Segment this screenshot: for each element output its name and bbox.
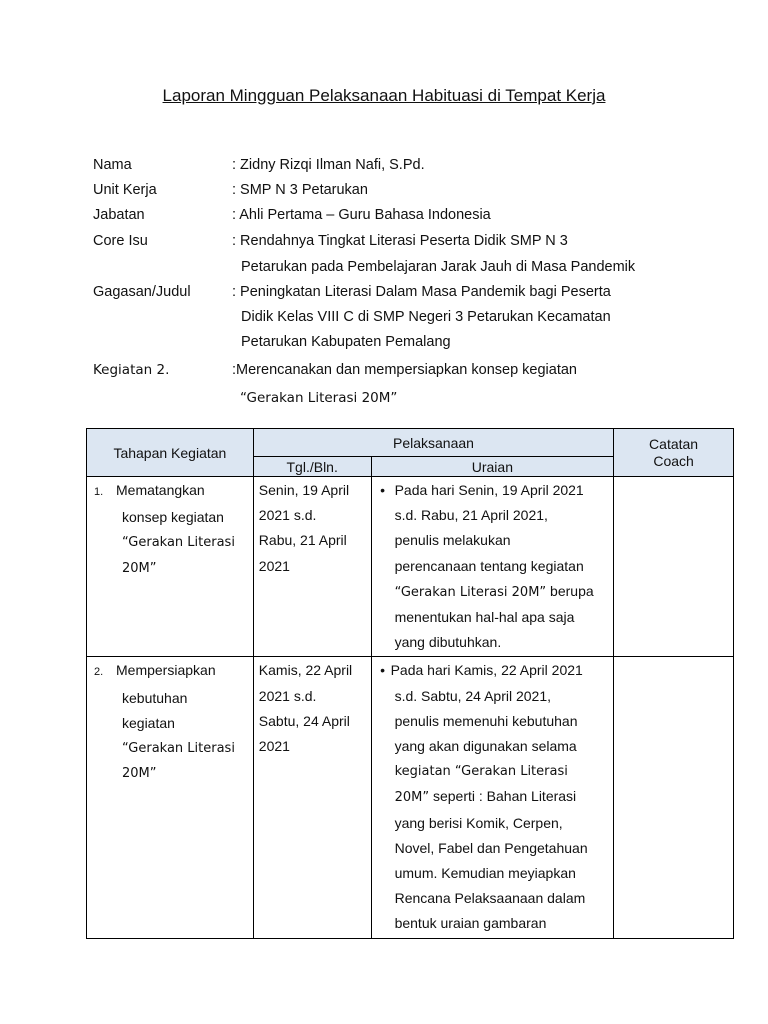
tahapan-line: 20M” bbox=[122, 766, 157, 782]
uraian-line: Pada hari Senin, 19 April 2021 bbox=[394, 482, 584, 498]
unit-kerja-value: : SMP N 3 Petarukan bbox=[232, 182, 368, 198]
tgl-line: 2021 bbox=[258, 738, 290, 755]
tgl-cell bbox=[253, 657, 371, 938]
uraian-line: Pada hari Kamis, 22 April 2021 bbox=[390, 662, 583, 679]
gagasan-value-2: Didik Kelas VIII C di SMP Negeri 3 Petarukan Kecamatan bbox=[241, 309, 611, 325]
tahapan-line: kebutuhan bbox=[122, 689, 188, 706]
uraian-line: penulis memenuhi kebutuhan bbox=[394, 712, 578, 729]
nama-value: : Zidny Rizqi Ilman Nafi, S.Pd. bbox=[232, 157, 425, 173]
uraian-line: berupa bbox=[546, 582, 594, 599]
gagasan-value-1: : Peningkatan Literasi Dalam Masa Pandemik bagi Peserta bbox=[232, 284, 611, 300]
tgl-line: Kamis, 22 April bbox=[258, 662, 353, 679]
gagasan-label: Gagasan/Judul bbox=[93, 284, 191, 300]
header-tahapan: Tahapan Kegiatan bbox=[87, 429, 254, 477]
uraian-line: yang akan digunakan selama bbox=[394, 738, 577, 755]
header-catatan bbox=[614, 429, 734, 477]
tgl-line: 2021 s.d. bbox=[258, 687, 317, 704]
core-isu-label: Core Isu bbox=[93, 233, 148, 249]
catatan-cell bbox=[614, 477, 734, 657]
uraian-line: “Gerakan Literasi 20M” bbox=[394, 584, 547, 600]
activity-table bbox=[86, 428, 734, 939]
uraian-line: kegiatan “Gerakan Literasi bbox=[394, 764, 568, 780]
uraian-line: bentuk uraian gambaran bbox=[394, 915, 547, 932]
tahapan-line: “Gerakan Literasi bbox=[122, 741, 235, 757]
header-uraian: Uraian bbox=[371, 457, 614, 477]
uraian-line: Novel, Fabel dan Pengetahuan bbox=[394, 839, 588, 856]
kegiatan-label: Kegiatan 2. bbox=[93, 362, 170, 378]
uraian-line: yang berisi Komik, Cerpen, bbox=[394, 814, 563, 831]
tahapan-cell bbox=[87, 477, 254, 657]
nama-label: Nama bbox=[93, 157, 132, 173]
header-pelaksanaan: Pelaksanaan bbox=[253, 429, 613, 457]
row-number: 1. bbox=[94, 486, 104, 498]
tgl-line: Senin, 19 April bbox=[258, 482, 350, 498]
tahapan-line: kegiatan bbox=[122, 714, 175, 731]
tahapan-line: Mematangkan bbox=[116, 482, 205, 498]
row-number: 2. bbox=[94, 666, 104, 679]
uraian-line: s.d. Sabtu, 24 April 2021, bbox=[394, 687, 552, 704]
tgl-line: Sabtu, 24 April bbox=[258, 712, 350, 729]
uraian-line: seperti : Bahan Literasi bbox=[429, 788, 577, 805]
catatan-cell bbox=[614, 657, 734, 938]
header-catatan-text: Catatan Coach bbox=[649, 435, 699, 469]
uraian-line: Rencana Pelaksaanaan dalam bbox=[394, 890, 586, 907]
uraian-line: 20M” bbox=[394, 790, 430, 806]
tgl-line: Rabu, 21 April bbox=[258, 532, 347, 549]
tahapan-line: Mempersiapkan bbox=[116, 662, 216, 679]
bullet: • bbox=[380, 482, 386, 498]
tgl-line: 2021 s.d. bbox=[258, 507, 317, 524]
uraian-cell bbox=[371, 477, 614, 657]
uraian-cell bbox=[371, 657, 614, 938]
table-row bbox=[87, 477, 734, 657]
tgl-cell bbox=[253, 477, 371, 657]
kegiatan-colon: : bbox=[232, 362, 237, 378]
uraian-line: menentukan hal-hal apa saja bbox=[394, 609, 575, 626]
header-tgl: Tgl./Bln. bbox=[253, 457, 371, 477]
unit-kerja-label: Unit Kerja bbox=[93, 182, 157, 198]
tgl-line: 2021 bbox=[258, 557, 290, 574]
tahapan-cell bbox=[87, 657, 254, 938]
jabatan-value: : Ahli Pertama – Guru Bahasa Indonesia bbox=[232, 207, 491, 223]
gagasan-value-3: Petarukan Kabupaten Pemalang bbox=[241, 334, 451, 350]
table-row bbox=[87, 657, 734, 938]
page-title: Laporan Mingguan Pelaksanaan Habituasi di Tempat Kerja bbox=[162, 86, 606, 105]
uraian-line: s.d. Rabu, 21 April 2021, bbox=[394, 507, 548, 524]
core-isu-value-1: : Rendahnya Tingkat Literasi Peserta Didik SMP N 3 bbox=[232, 233, 568, 249]
kegiatan-value-2: “Gerakan Literasi 20M” bbox=[240, 390, 398, 406]
jabatan-label: Jabatan bbox=[93, 207, 145, 223]
uraian-line: penulis melakukan bbox=[394, 532, 511, 549]
tahapan-line: konsep kegiatan bbox=[122, 509, 224, 526]
tahapan-line: 20M” bbox=[122, 560, 157, 576]
uraian-line: perencanaan tentang kegiatan bbox=[394, 557, 584, 574]
kegiatan-text: Merencanakan dan mempersiapkan konsep kegiatan bbox=[236, 362, 577, 378]
bullet: • bbox=[380, 662, 386, 679]
uraian-line: umum. Kemudian meyiapkan bbox=[394, 865, 576, 882]
tahapan-line: “Gerakan Literasi bbox=[122, 535, 235, 551]
uraian-line: yang dibutuhkan. bbox=[394, 634, 502, 651]
kegiatan-value-1 bbox=[232, 358, 577, 383]
core-isu-value-2: Petarukan pada Pembelajaran Jarak Jauh di Masa Pandemik bbox=[241, 259, 636, 275]
